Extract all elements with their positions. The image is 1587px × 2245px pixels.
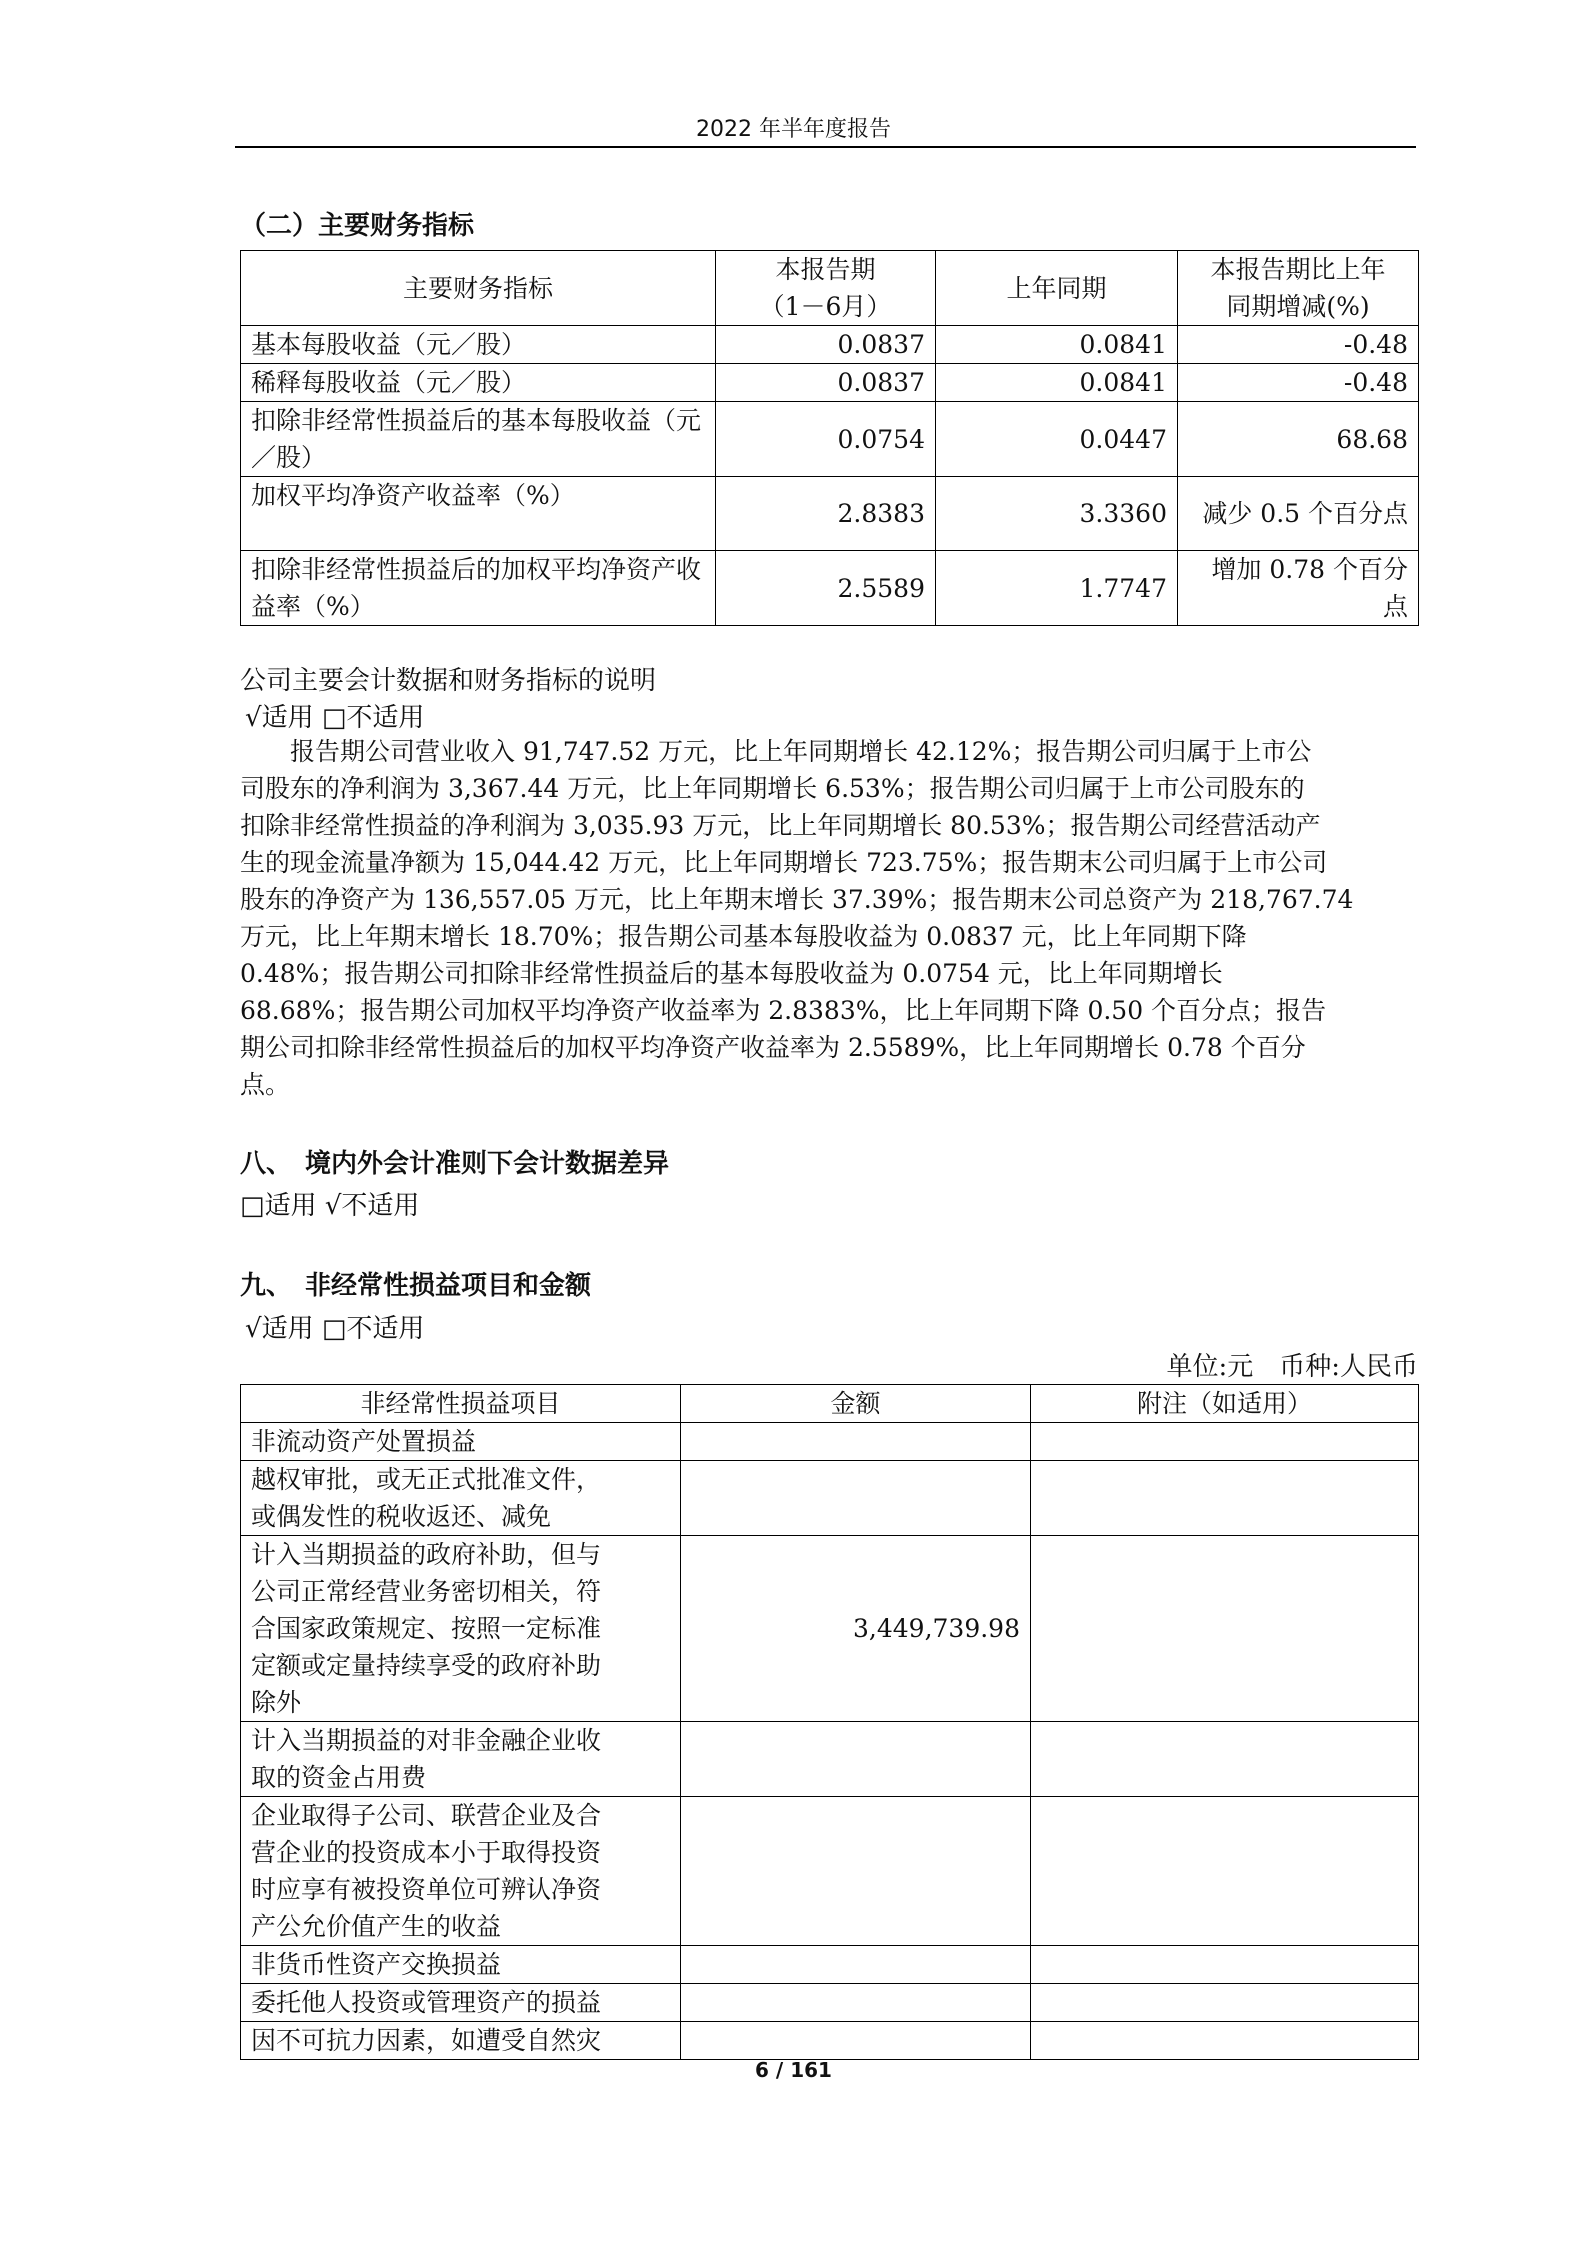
item-label: 计入当期损益的政府补助，但与 公司正常经营业务密切相关，符 合国家政策规定、按照一定标准 定额或定量持续享受的政府补助 除外 <box>241 1536 681 1722</box>
amount-cell: 3,449,739.98 <box>681 1536 1031 1722</box>
explanation-title: 公司主要会计数据和财务指标的说明 <box>240 666 657 696</box>
prior-value: 3.3360 <box>936 477 1178 551</box>
row-label: 扣除非经常性损益后的基本每股收益（元／股） <box>241 402 716 477</box>
row-label: 稀释每股收益（元／股） <box>241 364 716 402</box>
item-label: 委托他人投资或管理资产的损益 <box>241 1984 681 2022</box>
prior-value: 1.7747 <box>936 551 1178 626</box>
amount-cell <box>681 2022 1031 2060</box>
item-label: 企业取得子公司、联营企业及合 营企业的投资成本小于取得投资 时应享有被投资单位可辨认净资 产公允价值产生的收益 <box>241 1797 681 1946</box>
note-cell <box>1031 1797 1419 1946</box>
amount-cell <box>681 1722 1031 1797</box>
item-label: 非货币性资产交换损益 <box>241 1946 681 1984</box>
amount-cell <box>681 1984 1031 2022</box>
column-header-amount: 金额 <box>681 1385 1031 1423</box>
column-header-item: 非经常性损益项目 <box>241 1385 681 1423</box>
explanation-paragraph: 报告期公司营业收入 91,747.52 万元，比上年同期增长 42.12%；报告期公司归属于上市公 司股东的净利润为 3,367.44 万元，比上年同期增长 6.53%；报告期公司归属于上市公司股东的 扣除非经常性损益的净利润为 3,035.93 万元，比上年同期增长 80.53%；报告期公司经营活动产 生的现金流量净额为 15,044.42 万元，比上年同期增长 723.75%；报告期末公司归属于上市公司 股东的净资产为 136,557.05 万元，比上年期末增长 37.39%；报告期末公司总资产为 218,767.74 万元，比上年期末增长 18.70%；报告期公司基本每股收益为 0.0837 元，比上年同期下降 0.48%；报告期公司扣除非经常性损益后的基本每股收益为 0.0754 元，比上年同期增长 68.68%；报告期公司加权平均净资产收益率为 2.8383%，比上年同期下降 0.50 个百分点；报告 期公司扣除非经常性损益后的加权平均净资产收益率为 2.5589%，比上年同期增长 0.78 个百分 点。 <box>240 737 1354 1099</box>
change-value: 减少 0.5 个百分点 <box>1178 477 1419 551</box>
note-cell <box>1031 1536 1419 1722</box>
prior-value: 0.0841 <box>936 326 1178 364</box>
section-8-applicable: □适用 √不适用 <box>240 1191 420 1221</box>
item-label: 越权审批，或无正式批准文件， 或偶发性的税收返还、减免 <box>241 1461 681 1536</box>
current-value: 2.8383 <box>716 477 936 551</box>
prior-value: 0.0841 <box>936 364 1178 402</box>
section-9-applicable: √适用 □不适用 <box>245 1314 425 1344</box>
table-row <box>241 326 1419 364</box>
table-row <box>241 1984 1419 2022</box>
change-value: -0.48 <box>1178 364 1419 402</box>
current-value: 2.5589 <box>716 551 936 626</box>
table-row <box>241 364 1419 402</box>
table-row <box>241 402 1419 477</box>
current-value: 0.0754 <box>716 402 936 477</box>
table-row <box>241 1461 1419 1536</box>
note-cell <box>1031 1461 1419 1536</box>
note-cell <box>1031 1722 1419 1797</box>
note-cell <box>1031 1946 1419 1984</box>
table-row <box>241 1423 1419 1461</box>
item-label: 因不可抗力因素，如遭受自然灾 <box>241 2022 681 2060</box>
amount-cell <box>681 1797 1031 1946</box>
table-row <box>241 1946 1419 1984</box>
section-9-heading: 九、 非经常性损益项目和金额 <box>240 1271 592 1301</box>
header-divider <box>235 146 1416 148</box>
row-label: 扣除非经常性损益后的加权平均净资产收益率（%） <box>241 551 716 626</box>
explanation-applicable: √适用 □不适用 <box>245 703 425 733</box>
table-row <box>241 1797 1419 1946</box>
section-8-heading: 八、 境内外会计准则下会计数据差异 <box>240 1149 670 1179</box>
table-row <box>241 1536 1419 1722</box>
table-row <box>241 1722 1419 1797</box>
change-value: -0.48 <box>1178 326 1419 364</box>
table-header-row <box>241 251 1419 326</box>
page-number: 6 / 161 <box>755 2058 832 2082</box>
table-header-row <box>241 1385 1419 1423</box>
column-header-change: 本报告期比上年 同期增减(%) <box>1178 251 1419 326</box>
prior-value: 0.0447 <box>936 402 1178 477</box>
note-cell <box>1031 2022 1419 2060</box>
amount-cell <box>681 1461 1031 1536</box>
financial-indicators-table <box>240 250 1419 626</box>
financial-indicators-heading: （二）主要财务指标 <box>240 211 475 241</box>
amount-cell <box>681 1946 1031 1984</box>
amount-cell <box>681 1423 1031 1461</box>
column-header-prior-period: 上年同期 <box>936 251 1178 326</box>
row-label: 加权平均净资产收益率（%） <box>241 477 716 551</box>
change-value: 增加 0.78 个百分点 <box>1178 551 1419 626</box>
table-row <box>241 477 1419 551</box>
item-label: 非流动资产处置损益 <box>241 1423 681 1461</box>
note-cell <box>1031 1984 1419 2022</box>
column-header-indicator: 主要财务指标 <box>241 251 716 326</box>
current-value: 0.0837 <box>716 326 936 364</box>
change-value: 68.68 <box>1178 402 1419 477</box>
page-header-title: 2022 年半年度报告 <box>696 117 891 142</box>
unit-currency-note: 单位:元 币种:人民币 <box>1166 1352 1418 1382</box>
column-header-current-period: 本报告期 （1－6月） <box>716 251 936 326</box>
non-recurring-items-table <box>240 1384 1419 2060</box>
table-row <box>241 551 1419 626</box>
note-cell <box>1031 1423 1419 1461</box>
current-value: 0.0837 <box>716 364 936 402</box>
row-label: 基本每股收益（元／股） <box>241 326 716 364</box>
table-row <box>241 2022 1419 2060</box>
column-header-note: 附注（如适用） <box>1031 1385 1419 1423</box>
item-label: 计入当期损益的对非金融企业收 取的资金占用费 <box>241 1722 681 1797</box>
